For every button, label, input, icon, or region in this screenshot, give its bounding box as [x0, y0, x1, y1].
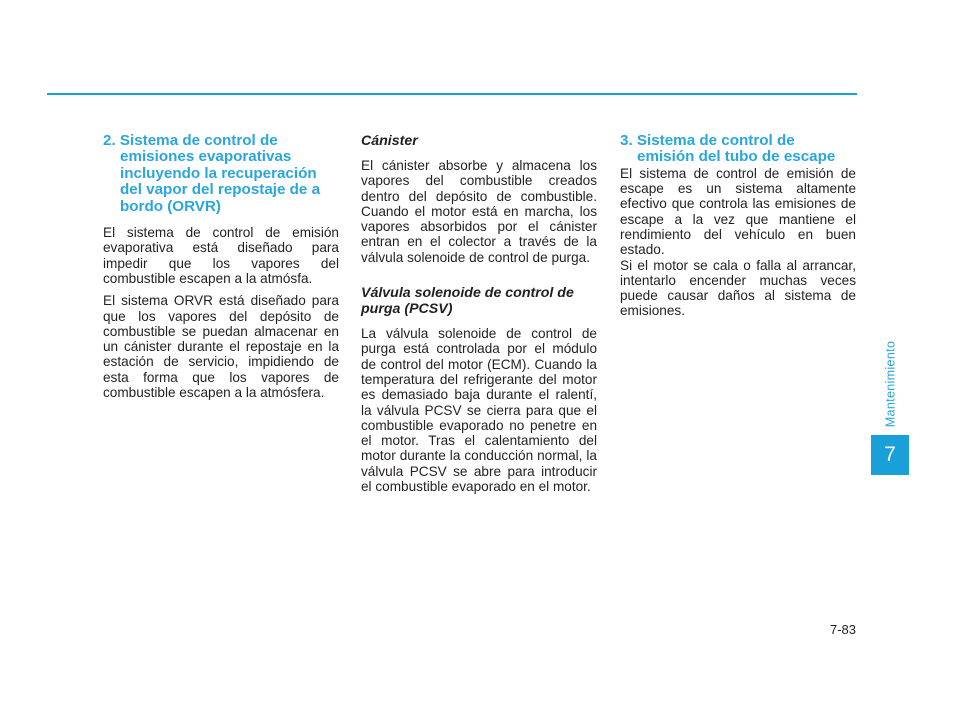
subheading-pcsv: Válvula solenoide de control de purga (PCSV) — [361, 285, 574, 318]
section-heading-orvr: 2. Sistema de control de emisiones evaporativas incluyendo la recuperación del vapor del repostaje de a bordo (ORVR) — [103, 132, 321, 215]
page-number: 7-83 — [829, 622, 856, 637]
subheading-canister: Cánister — [361, 133, 418, 149]
paragraph: El cánister absorbe y almacena los vapores del combustible creados dentro del depósito de combustible. Cuando el motor está en marcha, los vapores absorbidos por el cánister entran en el colector a través de la válvula solenoide de control de purga. — [361, 158, 597, 265]
section-label-text: Mantenimiento — [883, 340, 898, 428]
chapter-tab — [871, 435, 909, 475]
top-divider — [47, 93, 857, 95]
column-1 — [103, 133, 339, 407]
section-heading-exhaust: 3. Sistema de control de emisión del tubo de escape — [620, 132, 836, 166]
paragraph: El sistema de control de emisión de escape es un sistema altamente efectivo que controla las emisiones de escape a la vez que mantiene el rendimiento del vehículo en buen estado. — [620, 165, 856, 258]
column-3 — [620, 133, 856, 319]
paragraph: El sistema de control de emisión evaporativa está diseñado para impedir que los vapores del combustible escapen a la atmósfa. — [103, 225, 339, 286]
section-side-label — [872, 340, 908, 428]
paragraph: La válvula solenoide de control de purga está controlada por el módulo de control del motor (ECM). Cuando la temperatura del refrigerante del motor es demasiado baja durante el ralentí, la válvula PCSV se cierra para que el combustible evaporado no penetre en el motor. Tras el calentamiento del motor durante la conducción normal, la válvula PCSV se abre para introducir el combustible evaporado en el motor. — [361, 326, 597, 495]
chapter-number: 7 — [884, 443, 896, 466]
paragraph: El sistema ORVR está diseñado para que los vapores del depósito de combustible se puedan almacenar en un cánister durante el repostaje en la estación de servicio, impidiendo de esta forma que los vapores de combustible escapen a la atmósfera. — [103, 293, 339, 400]
column-2 — [361, 133, 597, 501]
paragraph: Si el motor se cala o falla al arrancar, intentarlo encender muchas veces puede causar daños al sistema de emisiones. — [620, 257, 856, 319]
